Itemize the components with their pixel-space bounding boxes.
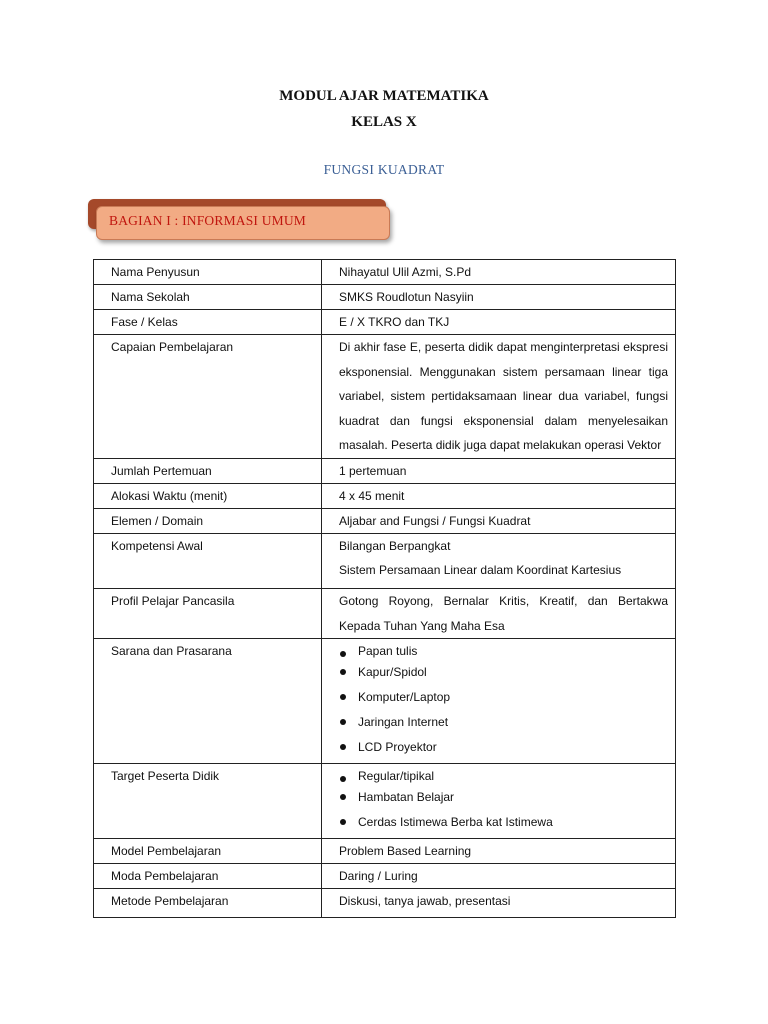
list-item: Papan tulis: [339, 642, 668, 660]
row-value-profil: Gotong Royong, Bernalar Kritis, Kreatif, dan Bertakwa Kepada Tuhan Yang Maha Esa: [322, 588, 676, 638]
kompetensi-line: Sistem Persamaan Linear dalam Koordinat Kartesius: [339, 562, 622, 577]
table-row: [94, 285, 676, 310]
table-row: [94, 639, 676, 764]
row-value: Daring / Luring: [322, 864, 676, 889]
table-row: [94, 588, 676, 638]
table-row: [94, 764, 676, 839]
row-label: Alokasi Waktu (menit): [94, 483, 322, 508]
list-item: Regular/tipikal: [339, 767, 668, 785]
row-value-target: [322, 764, 676, 839]
table-row: [94, 483, 676, 508]
row-value: E / X TKRO dan TKJ: [322, 310, 676, 335]
row-label: Elemen / Domain: [94, 508, 322, 533]
row-value: Aljabar and Fungsi / Fungsi Kuadrat: [322, 508, 676, 533]
list-item: Hambatan Belajar: [339, 785, 668, 810]
topic-subtitle: FUNGSI KUADRAT: [323, 162, 445, 177]
list-item: Komputer/Laptop: [339, 685, 668, 710]
row-value-capaian: Di akhir fase E, peserta didik dapat menginterpretasi ekspresi eksponensial. Menggunakan sistem persamaan linear tiga variabel, sistem pertidaksamaan linear dua variabel, fungsi kuadrat dan fungsi eksponensial dalam menyelesaikan masalah. Peserta didik juga dapat melakukan operasi Vektor: [322, 335, 676, 459]
class-title: KELAS X: [351, 114, 417, 130]
row-label: Profil Pelajar Pancasila: [94, 588, 322, 638]
table-row: [94, 310, 676, 335]
row-value: Diskusi, tanya jawab, presentasi: [322, 889, 676, 918]
list-item: Jaringan Internet: [339, 710, 668, 735]
sarana-list: [339, 642, 668, 760]
row-value-kompetensi: [322, 533, 676, 588]
info-table: [93, 259, 676, 918]
table-row: [94, 260, 676, 285]
row-label: Model Pembelajaran: [94, 839, 322, 864]
document-title: MODUL AJAR MATEMATIKA: [279, 88, 489, 104]
row-value: Nihayatul Ulil Azmi, S.Pd: [322, 260, 676, 285]
section-banner-label: BAGIAN I : INFORMASI UMUM: [109, 213, 307, 228]
target-list: [339, 767, 668, 835]
row-label: Sarana dan Prasarana: [94, 639, 322, 764]
row-label: Moda Pembelajaran: [94, 864, 322, 889]
row-label: Capaian Pembelajaran: [94, 335, 322, 459]
table-row: [94, 864, 676, 889]
table-row: [94, 533, 676, 588]
list-item: Cerdas Istimewa Berba kat Istimewa: [339, 810, 668, 835]
row-value: Problem Based Learning: [322, 839, 676, 864]
table-row: [94, 458, 676, 483]
list-item: LCD Proyektor: [339, 735, 668, 760]
row-label: Kompetensi Awal: [94, 533, 322, 588]
row-value: SMKS Roudlotun Nasyiin: [322, 285, 676, 310]
kompetensi-line: Bilangan Berpangkat: [339, 538, 451, 553]
row-label: Fase / Kelas: [94, 310, 322, 335]
row-label: Nama Sekolah: [94, 285, 322, 310]
table-row: [94, 335, 676, 459]
row-value: 1 pertemuan: [322, 458, 676, 483]
row-value: 4 x 45 menit: [322, 483, 676, 508]
table-row: [94, 839, 676, 864]
row-label: Jumlah Pertemuan: [94, 458, 322, 483]
row-label: Metode Pembelajaran: [94, 889, 322, 918]
table-row: [94, 508, 676, 533]
row-value-sarana: [322, 639, 676, 764]
list-item: Kapur/Spidol: [339, 660, 668, 685]
table-row: [94, 889, 676, 918]
row-label: Nama Penyusun: [94, 260, 322, 285]
row-label: Target Peserta Didik: [94, 764, 322, 839]
